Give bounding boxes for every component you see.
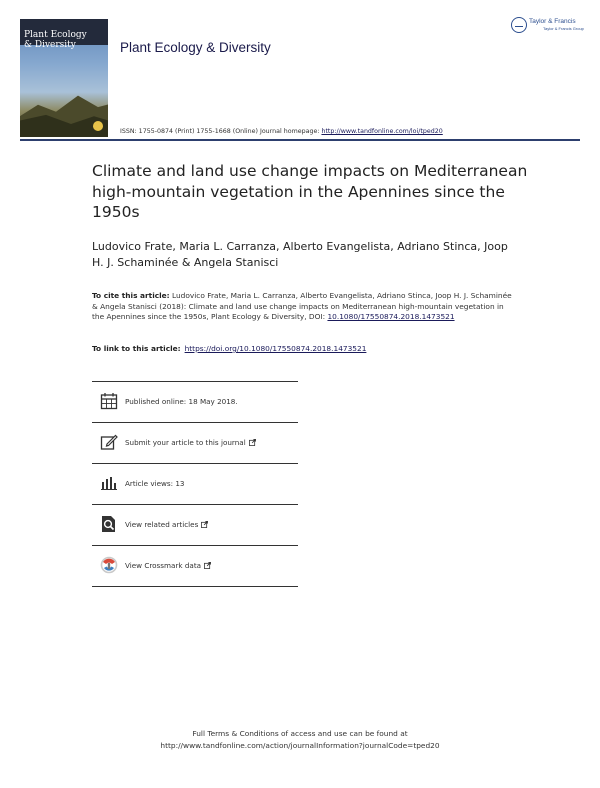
issn-line <box>120 128 443 135</box>
submit-edit-icon <box>100 433 118 451</box>
cover-title-line2: & Diversity <box>24 39 76 50</box>
journal-cover-image <box>20 19 108 137</box>
related-search-icon <box>100 515 118 533</box>
publisher-logo[interactable] <box>511 17 586 35</box>
article-views-label: Article views: 13 <box>125 479 185 488</box>
article-authors: Ludovico Frate, Maria L. Carranza, Alberto Evangelista, Adriano Stinca, Joop H. J. Schaminée & Angela Stanisci <box>92 240 508 269</box>
publisher-group: Taylor & Francis Group <box>543 26 584 31</box>
external-link-icon <box>201 521 208 528</box>
crossmark-row[interactable] <box>92 546 298 587</box>
publisher-logo-icon <box>511 17 527 33</box>
cover-title <box>24 31 106 50</box>
publisher-name: Taylor & Francis <box>529 18 576 25</box>
article-title: Climate and land use change impacts on Mediterranean high-mountain vegetation in the Apennines since the 1950s <box>92 162 528 221</box>
journal-name: Plant Ecology & Diversity <box>120 40 271 55</box>
journal-homepage-link[interactable]: http://www.tandfonline.com/loi/tped20 <box>321 128 443 135</box>
published-online-label: Published online: 18 May 2018. <box>125 397 238 406</box>
bar-chart-icon <box>100 474 118 492</box>
terms-footer-line1: Full Terms & Conditions of access and use can be found at <box>192 729 408 738</box>
header-divider <box>20 139 580 141</box>
article-link-label: To link to this article: <box>92 344 181 353</box>
external-link-icon <box>204 562 211 569</box>
article-views-row <box>92 464 298 505</box>
citation-doi-link[interactable]: 10.1080/17550874.2018.1473521 <box>327 312 455 321</box>
calendar-icon <box>100 392 118 410</box>
crossmark-icon <box>100 556 118 574</box>
citation-text: Ludovico Frate, Maria L. Carranza, Alberto Evangelista, Adriano Stinca, Joop H. J. Schaminée & Angela Stanisci (2018): Climate and land use change impacts on Mediterranean high-mountain vegetation in the Apennines since the 1950s, Plant Ecology & Diversity, DOI: <box>92 291 512 321</box>
cover-title-line1: Plant Ecology <box>24 30 87 40</box>
published-online-row <box>92 381 298 423</box>
submit-article-label: Submit your article to this journal <box>125 438 246 447</box>
article-info-list <box>92 381 298 587</box>
citation-label: To cite this article: <box>92 291 170 300</box>
submit-article-row[interactable] <box>92 423 298 464</box>
related-articles-label: View related articles <box>125 520 199 529</box>
citation-block <box>92 291 512 323</box>
external-link-icon <box>249 439 256 446</box>
crossmark-label: View Crossmark data <box>125 561 202 570</box>
issn-text: ISSN: 1755-0874 (Print) 1755-1668 (Online) Journal homepage: <box>120 128 322 135</box>
terms-footer-url[interactable]: http://www.tandfonline.com/action/journalInformation?journalCode=tped20 <box>160 740 440 750</box>
article-link-line <box>92 344 512 353</box>
terms-footer <box>0 728 600 751</box>
related-articles-row[interactable] <box>92 505 298 546</box>
article-doi-link[interactable]: https://doi.org/10.1080/17550874.2018.1473521 <box>184 344 367 353</box>
